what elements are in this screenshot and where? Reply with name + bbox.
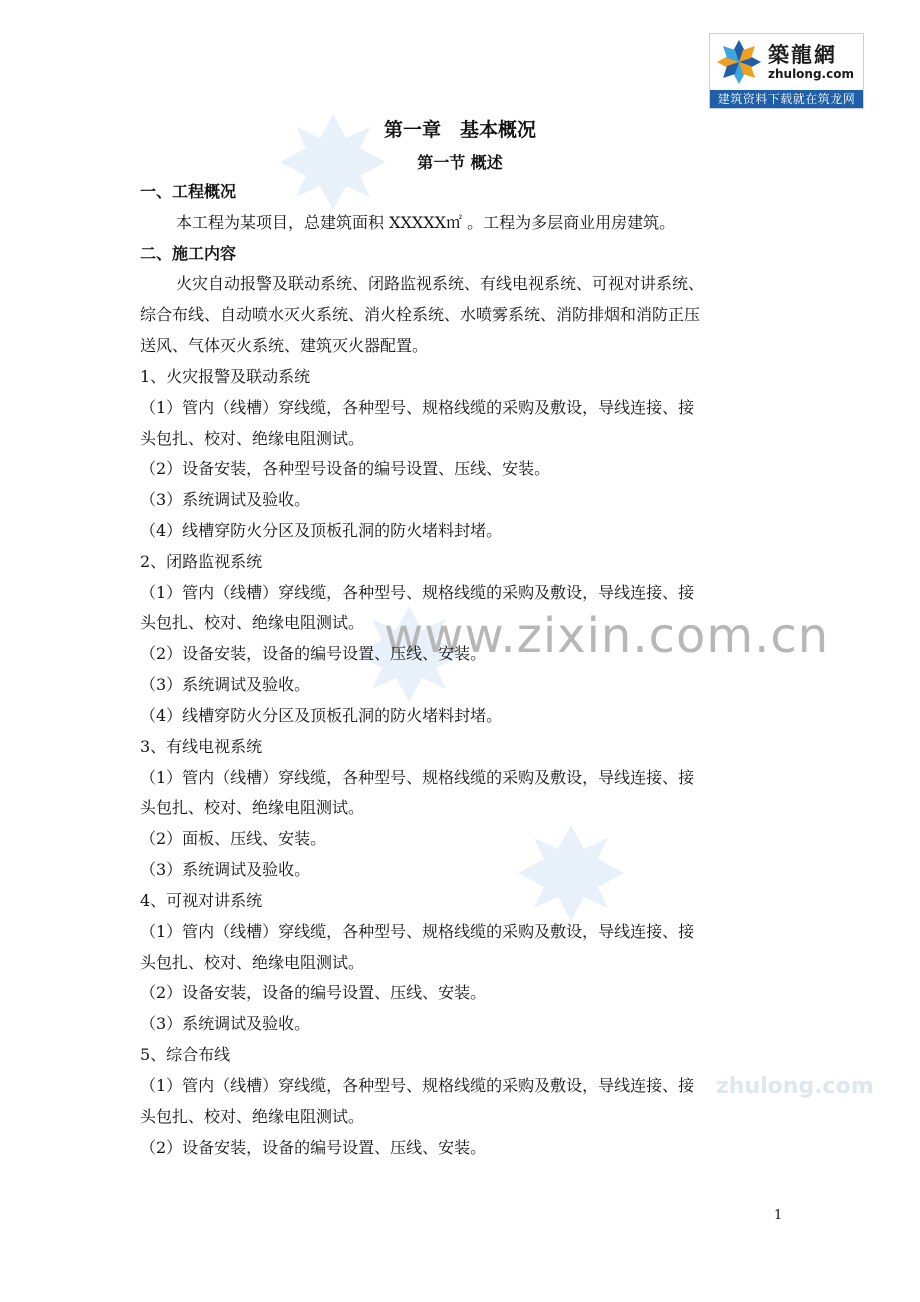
paragraph: 火灾自动报警及联动系统、闭路监视系统、有线电视系统、可视对讲系统、 — [176, 274, 705, 293]
list-item: （2）设备安装，设备的编号设置、压线、安装。 — [140, 644, 487, 663]
logo-slogan: 建筑资料下载就在筑龙网 — [710, 90, 863, 108]
watermark-logo-icon — [516, 823, 626, 923]
item-heading: 5、综合布线 — [140, 1045, 231, 1064]
list-item: （1）管内（线槽）穿线缆，各种型号、规格线缆的采购及敷设，导线连接、接 — [140, 768, 695, 787]
paragraph: 综合布线、自动喷水灭火系统、消火栓系统、水喷雾系统、消防排烟和消防正压 — [140, 305, 701, 324]
zhulong-logo-icon — [715, 38, 763, 86]
subsection-heading: 一、工程概况 — [140, 182, 237, 201]
list-item: （1）管内（线槽）穿线缆，各种型号、规格线缆的采购及敷设，导线连接、接 — [140, 1076, 695, 1095]
list-item: （3）系统调试及验收。 — [140, 1014, 311, 1033]
watermark-text-secondary: zhulong.com — [716, 1074, 874, 1099]
subsection-heading: 二、施工内容 — [140, 244, 237, 263]
item-heading: 4、可视对讲系统 — [140, 891, 263, 910]
list-item: （3）系统调试及验收。 — [140, 675, 311, 694]
list-item: （2）面板、压线、安装。 — [140, 829, 327, 848]
list-item: （1）管内（线槽）穿线缆，各种型号、规格线缆的采购及敷设，导线连接、接 — [140, 922, 695, 941]
list-item: （1）管内（线槽）穿线缆，各种型号、规格线缆的采购及敷设，导线连接、接 — [140, 583, 695, 602]
list-item: （2）设备安装，设备的编号设置、压线、安装。 — [140, 983, 487, 1002]
list-item: （2）设备安装，各种型号设备的编号设置、压线、安装。 — [140, 459, 551, 478]
list-item: 头包扎、校对、绝缘电阻测试。 — [140, 1107, 365, 1126]
list-item: （4）线槽穿防火分区及顶板孔洞的防火堵料封堵。 — [140, 521, 503, 540]
list-item: （2）设备安装，设备的编号设置、压线、安装。 — [140, 1138, 487, 1157]
section-title: 第一节 概述 — [417, 153, 503, 172]
logo-domain: zhulong.com — [768, 67, 854, 81]
list-item: 头包扎、校对、绝缘电阻测试。 — [140, 613, 365, 632]
list-item: 头包扎、校对、绝缘电阻测试。 — [140, 429, 365, 448]
page-number: 1 — [774, 1208, 783, 1223]
paragraph: 送风、气体灭火系统、建筑灭火器配置。 — [140, 336, 429, 355]
item-heading: 1、火灾报警及联动系统 — [140, 367, 311, 386]
list-item: 头包扎、校对、绝缘电阻测试。 — [140, 798, 365, 817]
list-item: （3）系统调试及验收。 — [140, 490, 311, 509]
logo-chinese-name: 築龍網 — [768, 43, 837, 67]
list-item: 头包扎、校对、绝缘电阻测试。 — [140, 953, 365, 972]
watermark-text: www.zixin.com.cn — [384, 608, 830, 664]
list-item: （4）线槽穿防火分区及顶板孔洞的防火堵料封堵。 — [140, 706, 503, 725]
item-heading: 2、闭路监视系统 — [140, 552, 263, 571]
paragraph: 本工程为某项目，总建筑面积 XXXXX㎡ 。工程为多层商业用房建筑。 — [176, 213, 676, 232]
zhulong-logo — [709, 33, 864, 109]
chapter-title: 第一章 基本概况 — [383, 119, 536, 141]
list-item: （3）系统调试及验收。 — [140, 860, 311, 879]
list-item: （1）管内（线槽）穿线缆，各种型号、规格线缆的采购及敷设，导线连接、接 — [140, 398, 695, 417]
item-heading: 3、有线电视系统 — [140, 737, 263, 756]
